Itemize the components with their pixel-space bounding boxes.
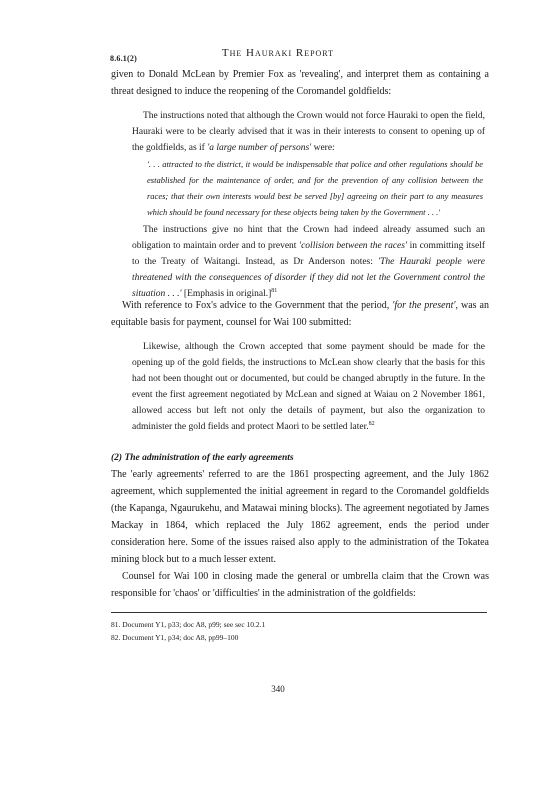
quote-text: The instructions noted that although the Crown would not force Hauraki to open the field, Hauraki were to be clearly advised that it was in their interests to consent to opening up of the goldfields, as if: [132, 111, 485, 153]
footnote-81: 81. Document Y1, p33; doc A8, p99; see sec 10.2.1: [111, 620, 266, 629]
quote-text: in committing itself to the Treaty of Waitangi. Instead, as Dr Anderson notes:: [132, 241, 485, 267]
paragraph-continuation: [111, 66, 489, 100]
section-number: 8.6.1(2): [110, 54, 137, 63]
quote-text: '. . . attracted to the district, it would be indispensable that police and other regulations should be established for the maintenance of order, and for the prevention of any collision between the races; that their own interests would best be served [by] agreeing on their part to any measures which should be found necessary for these objects being taken by the Government . . .': [147, 159, 483, 217]
footnote-divider: [111, 612, 487, 613]
paragraph-emphasis: 'for the present': [392, 300, 456, 311]
block-quote-anderson: [132, 222, 485, 302]
quote-emphasis: 'a large number of persons': [207, 143, 312, 153]
quote-text: were:: [311, 143, 335, 153]
paragraph-text: Counsel for Wai 100 in closing made the general or umbrella claim that the Crown was responsible for 'chaos' or 'difficulties' in the administration of the goldfields:: [111, 571, 489, 599]
quote-text: [Emphasis in original.]: [181, 289, 272, 299]
nested-quote-government: [147, 156, 483, 220]
footnote-ref-81: 81: [271, 287, 278, 294]
paragraph-text: , was an equitable basis for payment, counsel for Wai 100 submitted:: [111, 300, 489, 328]
block-quote-counsel: [132, 339, 485, 435]
footnote-ref-82: 82: [368, 420, 375, 427]
quote-text: Likewise, although the Crown accepted that some payment should be made for the opening up of the gold fields, the instructions to McLean show clearly that the basis for this had not been thought out or documented, but could be changed abruptly in the future. In the event the first agreement negotiated by McLean and signed at Waiau on 2 November 1861, allowed access but left not only the details of payment, but also the organization to administer the gold fields and protect Maori to be settled later.: [132, 342, 485, 432]
running-head: The Hauraki Report: [221, 47, 335, 59]
block-quote-instructions: [132, 108, 485, 156]
paragraph-text: The 'early agreements' referred to are the 1861 prospecting agreement, and the July 1862 agreement, which supplemented the initial agreement in regard to the Coromandel goldfields (the Kapanga, Ngaurukehu, and Matawai mining blocks). The agreement negotiated by James Mackay in 1864, which replaced the July 1862 agreement, ends the period under consideration here. Some of the issues raised also apply to the administration of the Tokatea mining block but to a much lesser extent.: [111, 469, 489, 565]
paragraph-text: given to Donald McLean by Premier Fox as 'revealing', and interpret them as containing a threat designed to induce the reopening of the Coromandel goldfields:: [111, 69, 489, 97]
subsection-heading: (2) The administration of the early agreements: [111, 453, 294, 463]
page-number: 340: [271, 684, 285, 694]
quote-emphasis: 'collision between the races': [299, 241, 407, 251]
paragraph-early-agreements: [111, 466, 489, 568]
paragraph-umbrella-claim: [111, 568, 489, 602]
quote-emphasis: 'The Hauraki people were threatened with the consequences of disorder if they did not let the Government control the situation . . .': [132, 257, 485, 299]
paragraph-fox-advice: [111, 297, 489, 331]
quote-text: The instructions give no hint that the Crown had indeed already assumed such an obligation to maintain order and to prevent: [132, 225, 485, 251]
footnote-82: 82. Document Y1, p34; doc A8, pp99–100: [111, 633, 239, 642]
paragraph-text: With reference to Fox's advice to the Government that the period,: [122, 300, 393, 311]
